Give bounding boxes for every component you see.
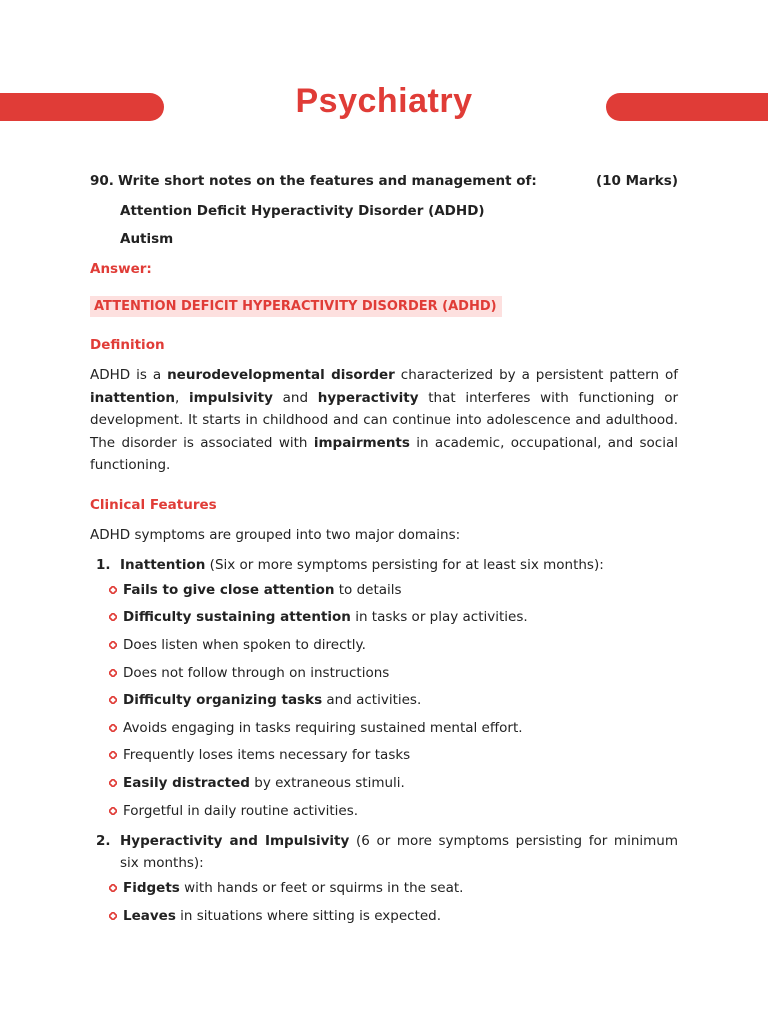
symptom-text: Difficulty sustaining attention in tasks or play activities. — [123, 609, 528, 626]
definition-keyword: neurodevelopmental disorder — [167, 367, 395, 383]
definition-keyword: inattention — [90, 389, 175, 406]
diamond-bullet-icon — [109, 807, 117, 815]
diamond-bullet-icon — [109, 724, 117, 732]
diamond-bullet-icon — [109, 696, 117, 704]
definition-text: characterized by a persistent pattern of — [394, 367, 678, 383]
symptom-text: Does not follow through on instructions — [123, 664, 390, 681]
group-title: Hyperactivity and Impulsivity — [120, 833, 350, 850]
symptom-item — [109, 659, 678, 687]
page-title: Psychiatry — [295, 82, 473, 120]
symptom-keyword: Difficulty organizing tasks — [123, 692, 323, 709]
definition-text: , — [175, 389, 189, 406]
question-number: 90. — [90, 173, 114, 189]
symptom-list — [109, 874, 678, 929]
definition-text: and — [272, 389, 318, 406]
symptom-item — [109, 631, 678, 659]
definition-paragraph — [90, 364, 678, 477]
symptom-text: Leaves in situations where sitting is expected. — [123, 907, 442, 924]
symptom-text: Fidgets with hands or feet or squirms in the seat. — [123, 880, 464, 897]
definition-heading: Definition — [90, 337, 165, 353]
symptom-list — [109, 576, 678, 824]
symptom-item — [109, 576, 678, 604]
symptom-keyword: Fidgets — [123, 880, 180, 897]
symptom-text: Avoids engaging in tasks requiring sustained mental effort. — [123, 719, 523, 736]
question-marks: (10 Marks) — [595, 173, 678, 189]
symptom-item — [109, 769, 678, 797]
diamond-bullet-icon — [109, 779, 117, 787]
section-heading: ATTENTION DEFICIT HYPERACTIVITY DISORDER (ADHD) — [90, 296, 502, 317]
group-number: 2. — [96, 833, 111, 850]
symptom-item — [109, 874, 678, 902]
definition-text: ADHD is a — [90, 367, 168, 383]
symptom-text: Difficulty organizing tasks and activities. — [123, 692, 422, 709]
group-criteria: (Six or more symptoms persisting for at least six months): — [205, 557, 604, 573]
symptom-text: Frequently loses items necessary for tasks — [123, 747, 411, 764]
symptom-group — [90, 554, 678, 576]
group-number: 1. — [96, 557, 111, 573]
symptom-item — [109, 686, 678, 714]
symptom-item — [109, 797, 678, 825]
diamond-bullet-icon — [109, 613, 117, 621]
symptom-item — [109, 742, 678, 770]
symptom-item — [109, 714, 678, 742]
clinical-features-heading: Clinical Features — [90, 496, 217, 513]
question-subtopic: Autism — [120, 231, 174, 247]
symptom-keyword: Difficulty sustaining attention — [123, 609, 351, 626]
diamond-bullet-icon — [109, 912, 117, 920]
group-heading — [120, 830, 678, 874]
document-body — [90, 171, 678, 930]
definition-text: that interferes with functioning or development. It starts in childhood and can continue into adolescence and adulthood. The disorder is associated with — [90, 389, 678, 451]
symptom-groups — [90, 554, 678, 930]
definition-text: in academic, occupational, and social functioning. — [90, 434, 678, 473]
diamond-bullet-icon — [109, 751, 117, 759]
symptom-text: Fails to give close attention to details — [123, 581, 402, 598]
definition-keyword: impulsivity — [189, 389, 273, 406]
symptom-text: Easily distracted by extraneous stimuli. — [123, 774, 405, 791]
symptom-keyword: Fails to give close attention — [123, 581, 335, 598]
clinical-intro: ADHD symptoms are grouped into two major domains: — [90, 526, 461, 543]
question-subtopic: Attention Deficit Hyperactivity Disorder (ADHD) — [120, 203, 485, 219]
group-criteria: (6 or more symptoms persisting for minimum six months): — [120, 833, 678, 872]
symptom-text: Forgetful in daily routine activities. — [123, 802, 359, 819]
question-text: Write short notes on the features and management of: — [118, 173, 537, 189]
symptom-text: Does listen when spoken to directly. — [123, 636, 366, 653]
definition-keyword: hyperactivity — [317, 389, 419, 406]
symptom-keyword: Easily distracted — [123, 774, 250, 791]
symptom-keyword: Leaves — [123, 907, 176, 924]
diamond-bullet-icon — [109, 884, 117, 892]
symptom-item — [109, 604, 678, 632]
diamond-bullet-icon — [109, 641, 117, 649]
question-row — [90, 171, 678, 191]
answer-label: Answer: — [90, 261, 152, 277]
group-heading — [120, 554, 678, 576]
symptom-group — [90, 830, 678, 874]
symptom-item — [109, 902, 678, 930]
diamond-bullet-icon — [109, 586, 117, 594]
diamond-bullet-icon — [109, 669, 117, 677]
group-title: Inattention — [120, 557, 206, 573]
definition-keyword: impairments — [313, 434, 410, 451]
